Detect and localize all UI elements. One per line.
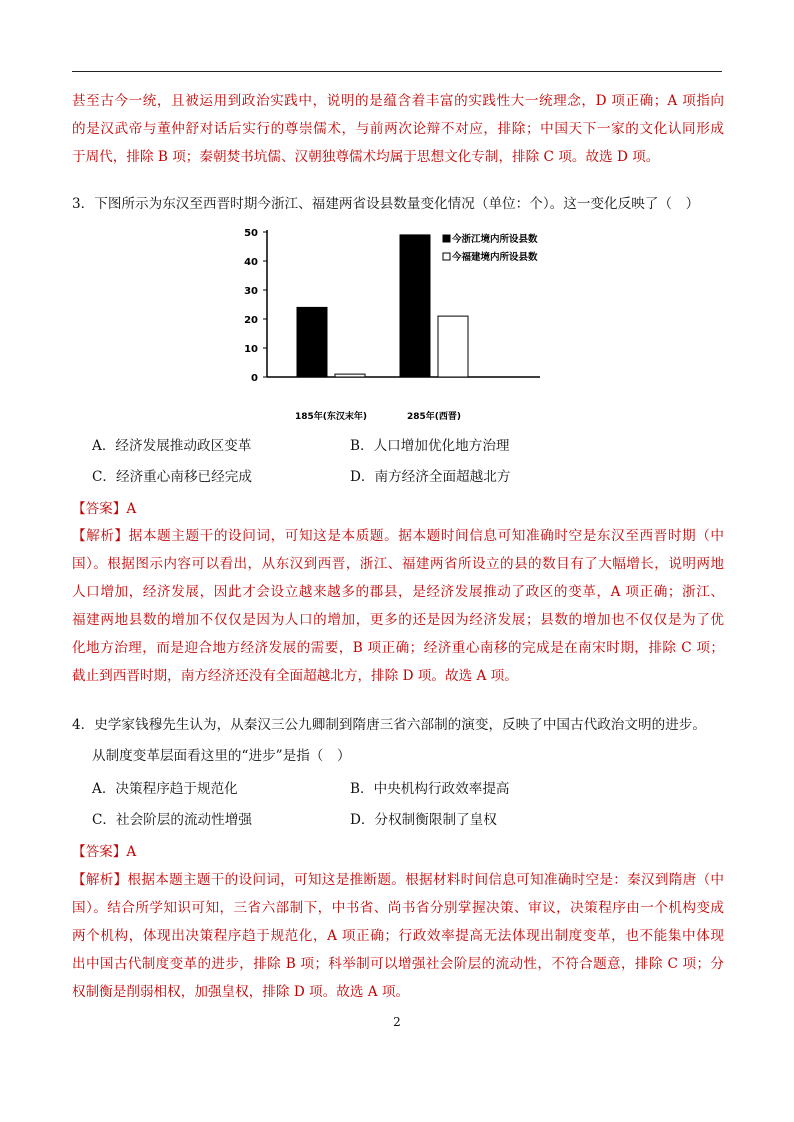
- bar: [438, 316, 468, 377]
- q4-analysis: [72, 866, 724, 1006]
- q3-option-b[interactable]: B．人口增加优化地方治理: [350, 438, 510, 454]
- q3-option-c[interactable]: C．经济重心南移已经完成: [92, 469, 252, 485]
- bar: [400, 235, 430, 377]
- analysis-line: 人口增加，经济发展，因此才会设立越来越多的郡县，是经济发展推动了政区的变革，A 项正确；浙江、: [72, 584, 724, 600]
- analysis-line: 国）。结合所学知识可知，三省六部制下，中书省、尚书省分别掌握决策、审议，决策程序由一个机构变成: [72, 900, 724, 916]
- q4-answer: 【答案】A: [72, 844, 137, 860]
- legend-label: 今浙江境内所设县数: [452, 234, 538, 245]
- x-tick-label: 185年(东汉末年): [294, 412, 368, 422]
- q4-option-b[interactable]: B．中央机构行政效率提高: [350, 781, 510, 797]
- q4-option-c[interactable]: C．社会阶层的流动性增强: [92, 812, 252, 828]
- intro-explanation: [72, 87, 724, 171]
- x-tick-label: 285年(西晋): [406, 412, 462, 422]
- q3-answer: 【答案】A: [72, 501, 137, 517]
- y-tick-label: 30: [244, 286, 258, 297]
- question4-stem-line2: 从制度变革层面看这里的“进步”是指（ ）: [92, 748, 351, 764]
- analysis-line: 出中国古代制度变革的进步，排除 B 项；科举制可以增强社会阶层的流动性，不符合题意，排除 C 项；分: [72, 956, 724, 972]
- bar: [335, 374, 365, 377]
- q3-option-d[interactable]: D．南方经济全面超越北方: [350, 469, 511, 485]
- y-tick-label: 20: [244, 315, 258, 326]
- y-tick-label: 40: [244, 257, 258, 268]
- y-tick-label: 0: [251, 373, 258, 384]
- q3-analysis: [72, 522, 724, 690]
- page-number: 2: [393, 1015, 401, 1029]
- bar-chart: [230, 222, 570, 427]
- q4-option-a[interactable]: A．决策程序趋于规范化: [92, 781, 238, 797]
- y-tick-label: 10: [244, 344, 258, 355]
- bar: [297, 307, 327, 377]
- q3-option-a[interactable]: A．经济发展推动政区变革: [92, 438, 252, 454]
- y-tick-label: 50: [244, 228, 258, 239]
- question3-stem: 3．下图所示为东汉至西晋时期今浙江、福建两省设县数量变化情况（单位：个）。这一变化反映了（ ）: [72, 196, 700, 212]
- analysis-line: 权制衡是削弱相权，加强皇权，排除 D 项。故选 A 项。: [72, 984, 410, 1000]
- analysis-line: 两个机构，体现出决策程序趋于规范化，A 项正确；行政效率提高无法体现出制度变革，也不能集中体现: [72, 928, 724, 944]
- question4-stem-line1: 4．史学家钱穆先生认为，从秦汉三公九卿制到隋唐三省六部制的演变，反映了中国古代政治文明的进步。: [72, 717, 706, 733]
- q4-option-d[interactable]: D．分权制衡限制了皇权: [350, 812, 497, 828]
- legend-swatch: [443, 235, 450, 242]
- analysis-line: 福建两地县数的增加不仅仅是因为人口的增加，更多的还是因为经济发展；县数的增加也不仅仅是为了优: [72, 612, 724, 628]
- analysis-line: 【解析】根据本题主题干的设问词，可知这是推断题。根据材料时间信息可知准确时空是：秦汉到隋唐（中: [72, 872, 724, 888]
- legend-swatch: [443, 253, 450, 260]
- analysis-line: 截止到西晋时期，南方经济还没有全面超越北方，排除 D 项。故选 A 项。: [72, 668, 518, 684]
- intro-line: 于周代，排除 B 项；秦朝焚书坑儒、汉朝独尊儒术均属于思想文化专制，排除 C 项。故选 D 项。: [72, 149, 660, 165]
- header-rule: [72, 71, 722, 72]
- intro-line: 的是汉武帝与董仲舒对话后实行的尊崇儒术，与前两次论辩不对应，排除；中国天下一家的文化认同形成: [72, 121, 724, 137]
- analysis-line: 【解析】据本题主题干的设问词，可知这是本质题。据本题时间信息可知准确时空是东汉至西晋时期（中: [72, 528, 724, 544]
- intro-line: 甚至古今一统，且被运用到政治实践中，说明的是蕴含着丰富的实践性大一统理念，D 项正确；A 项指向: [72, 93, 724, 109]
- analysis-line: 化地方治理，而是迎合地方经济发展的需要，B 项正确；经济重心南移的完成是在南宋时期，排除 C 项；: [72, 640, 724, 656]
- analysis-line: 国）。根据图示内容可以看出，从东汉到西晋，浙江、福建两省所设立的县的数目有了大幅增长，说明两地: [72, 556, 724, 572]
- legend-label: 今福建境内所设县数: [452, 252, 538, 263]
